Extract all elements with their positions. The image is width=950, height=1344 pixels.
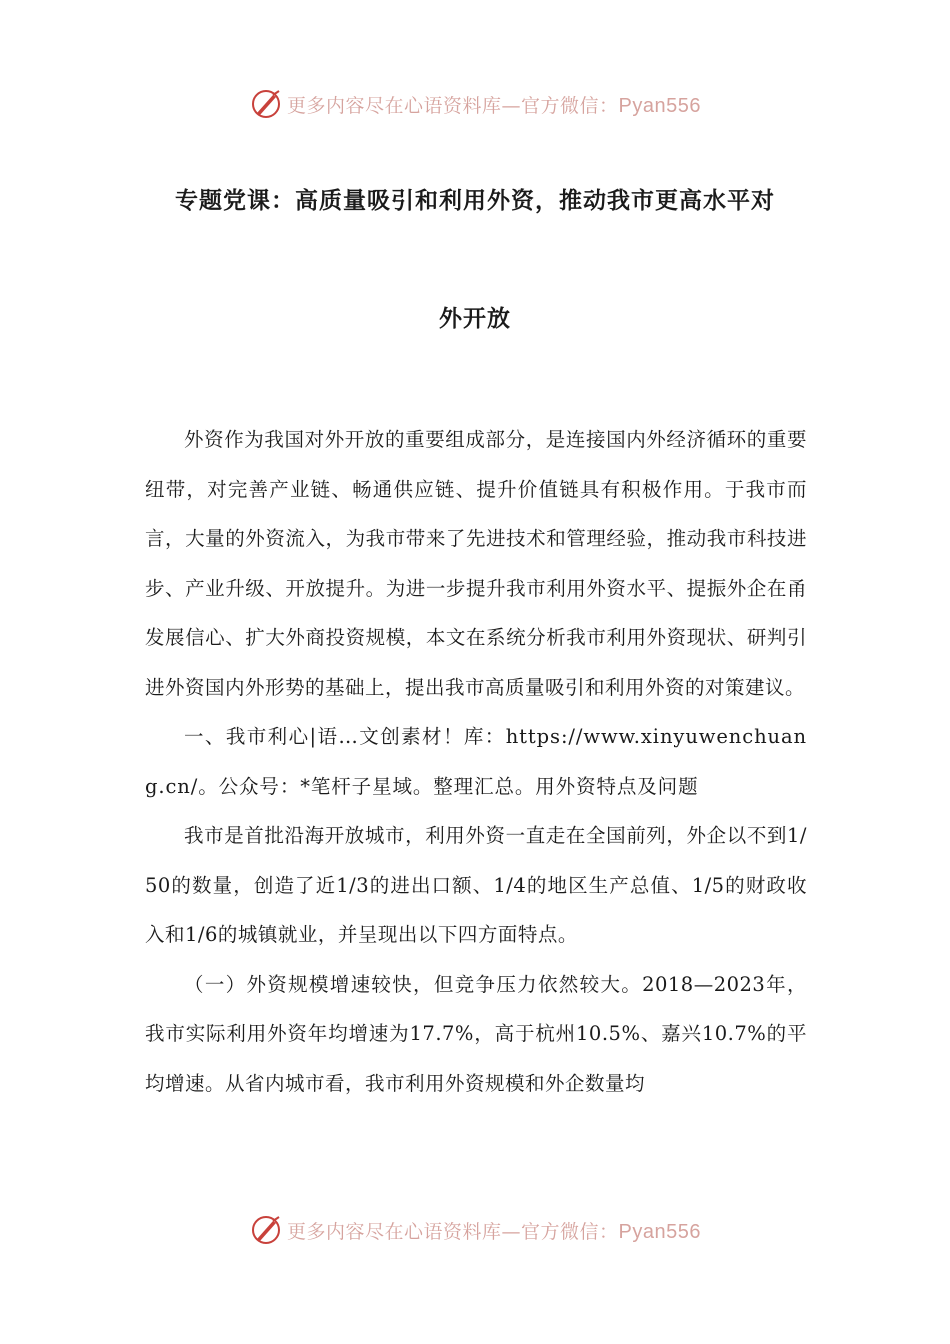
watermark-wechat-id: Pyan556 [618, 1220, 701, 1243]
paragraph-point-1: （一）外资规模增速较快，但竞争压力依然较大。2018—2023年，我市实际利用外资年均增速为17.7%，高于杭州10.5%、嘉兴10.7%的平均增速。从省内城市看，我市利用外资规模和外企数量均 [145, 972, 807, 1095]
watermark-brand: 更多内容尽在心语资料库 [287, 94, 502, 117]
watermark-text [287, 91, 701, 118]
quill-pen-circle-icon [249, 87, 283, 121]
watermark-official: 官方微信： [521, 94, 619, 117]
paragraph-intro: 外资作为我国对外开放的重要组成部分，是连接国内外经济循环的重要纽带，对完善产业链、畅通供应链、提升价值链具有积极作用。于我市而言，大量的外资流入，为我市带来了先进技术和管理经验，推动我市科技进步、产业升级、开放提升。为进一步提升我市利用外资水平、提振外企在甬发展信心、扩大外商投资规模，本文在系统分析我市利用外资现状、研判引进外资国内外形势的基础上，提出我市高质量吸引和利用外资的对策建议。 [145, 428, 807, 699]
watermark-dash: — [501, 94, 522, 117]
paragraph-overview: 我市是首批沿海开放城市，利用外资一直走在全国前列，外企以不到1/50的数量，创造了近1/3的进出口额、1/4的地区生产总值、1/5的财政收入和1/6的城镇就业，并呈现出以下四方面特点。 [145, 824, 807, 946]
watermark-text [287, 1217, 701, 1244]
document-body [145, 415, 807, 1108]
footer-watermark [0, 1210, 950, 1250]
paragraph-section-heading: 一、我市利心|语…文创素材！库：https://www.xinyuwenchuang.cn/。公众号：*笔杆子星域。整理汇总。用外资特点及问题 [145, 725, 807, 798]
quill-pen-circle-icon [249, 1213, 283, 1247]
document-title-line-2: 外开放 [439, 305, 511, 332]
watermark-dash: — [501, 1220, 522, 1243]
watermark-wechat-id: Pyan556 [618, 94, 701, 117]
header-watermark [0, 84, 950, 124]
watermark-official: 官方微信： [521, 1220, 619, 1243]
watermark-brand: 更多内容尽在心语资料库 [287, 1220, 502, 1243]
document-title-line-1: 专题党课：高质量吸引和利用外资，推动我市更高水平对 [175, 187, 775, 214]
